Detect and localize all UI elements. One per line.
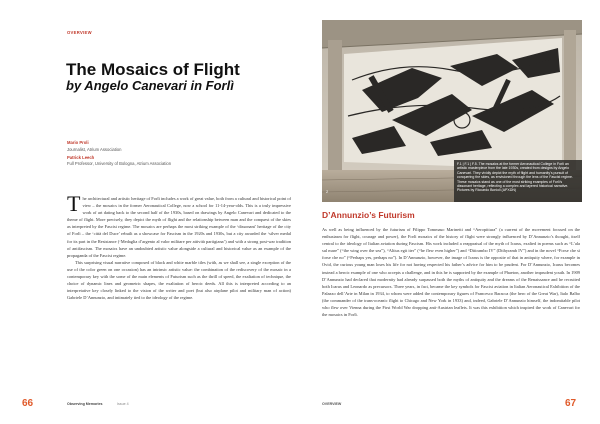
paragraph: As well as being influenced by the futurism of Filippo Tommaso Marinetti and “Aeropittura” (a current of the movement focused on the enthusiasm for flight, courage and power), the Forlì mosaics of the history of flight were strongly influenced by D’Annunzio’s thought, itself central to the ideology of Italian aviation during Fascism. His work included a reappraisal of the myth of Icarus, exalted in poems such as “L’ala sul mare” (“the wing over the sea”), “Altius egit iter” (“he flew even higher”) and “Ditirambo IV” (Dithyramb IV”) and in the novel “Forse che sì forse che no” (“Perhaps yes, perhaps no”). In D’Annunzio, however, the image of Icarus is the opposite of that in antiquity where, for example in Ovid, the curious young man loses his life for not having respected his father’s advice for him to be prudent. For D’Annunzio, Icarus becomes instead a heroic example of one who accepts a challenge, and in this he is supported by the example of Phaeton, another imprudent youth. In 1909 D’Annunzio had declared that modernity had already surpassed both the myths of antiquity and the dreams of the Renaissance and he recruited both Icarus and Leonardo as precursors. Three years, in fact, became the key symbols for Fascist aviation in Italian Aeronautical Exhibition of the Palazzo dell’Arte in Milan in 1934, to whom were added the contemporary figures of Francesco Baracca (the hero of the Great War), Italo Balbo (the commander of the trans-oceanic flight to Chicago and New York in 1933) and, indeed, Gabriele D’Annunzio himself, the indomitable pilot who flew over Vienna during the First World War dropping anti-Austrian leaflets. It was this exhibition which inspired the work of Canevari for the mosaics in Forlì. — [322, 227, 580, 318]
page-number-right: 67 — [565, 398, 577, 409]
author-name: Patrick Leech — [67, 154, 95, 160]
mosaic-photo — [322, 20, 582, 202]
author-name: Mario Proli — [67, 140, 89, 145]
section-heading: D’Annunzio’s Futurism — [322, 210, 415, 220]
journal-name: Observing Memories — [67, 402, 103, 406]
author-block — [67, 140, 297, 166]
section-kicker: OVERVIEW — [67, 30, 92, 35]
drop-cap: T — [67, 195, 81, 216]
issue-label: Issue 4 — [117, 402, 129, 406]
author-role: Journalist, Atrium Association — [67, 146, 122, 152]
article-subtitle: by Angelo Canevari in Forlì — [66, 78, 234, 93]
article-title: The Mosaics of Flight — [66, 60, 240, 79]
article-body-right — [322, 226, 580, 391]
section-footer-label: OVERVIEW — [322, 402, 342, 406]
paragraph: This surprising visual narrative composed of black and white marble tiles (with, as we shall see, a single exception of the use of the color green on one occasion) has an intrinsic artistic value: the combination of the rediscovery of the mosaic in a contemporary key with the some of the main elements of Futurism such as the thrill of speed, the exaltation of technique, the choice of dynamic lines and geometric shapes, the exaltation of heroic deeds. All this is interpreted according to an interpretative key closely linked to the vision of the writer and poet (but also airplane pilot and military man of action) Gabriele D’Annunzio, and intimately tied to the ideology of the regime. — [67, 259, 291, 301]
article-body-left — [67, 195, 291, 381]
author-role: Full Professor, University of Bologna, Atrium Association — [67, 161, 172, 166]
page-number-left: 66 — [22, 398, 34, 409]
photo-caption: F.1 | F.1 | F.5. The mosaics at the former Aeronautical College in Forlì an artistic masterpiece from the late 1930s, created from designs by Angelo Canevari. They vividly depict the myth of flight and humanity’s pursuit of conquering the skies, as envisioned through the lens of the Fascist regime. These mosaics stand as one of the most striking examples of Forlì’s dissonant heritage, reflecting a complex and layered historical narrative. Pictures by Riccardo Bonioli (ΑΡΧΩΝ) — [457, 162, 573, 193]
photo-number: 2 — [326, 189, 329, 194]
paragraph: he architectural and artistic heritage of Forlì includes a work of great value, both from a cultural and historical point of view – the mosaics in the former Aeronautical College, now a school for 11-14-year-olds. This is a truly impressive work of art dating back to the second half of the 1930s, based on drawings by Angelo Canevari and dedicated to the theme of flight. More precisely, they depict the myth of flight and the relationship between man and the conquest of the skies as interpreted by the Fascist regime. The mosaics are perhaps the most striking example of the ‘dissonant’ heritage of the city of Forlì – the ‘città del Duce’ rebuilt as a showcase for Fascism in the 1920s and 1930s, but a city awarded the ‘silver medal for its part in the Resistance (‘Medaglia d’argento al valor militare per attività partigiana’) and with a strong post-war tradition of antifascism. The mosaics have an undoubted artistic value alongside a cultural and historical value as an example of the propaganda of the Fascist regime. — [67, 196, 291, 258]
